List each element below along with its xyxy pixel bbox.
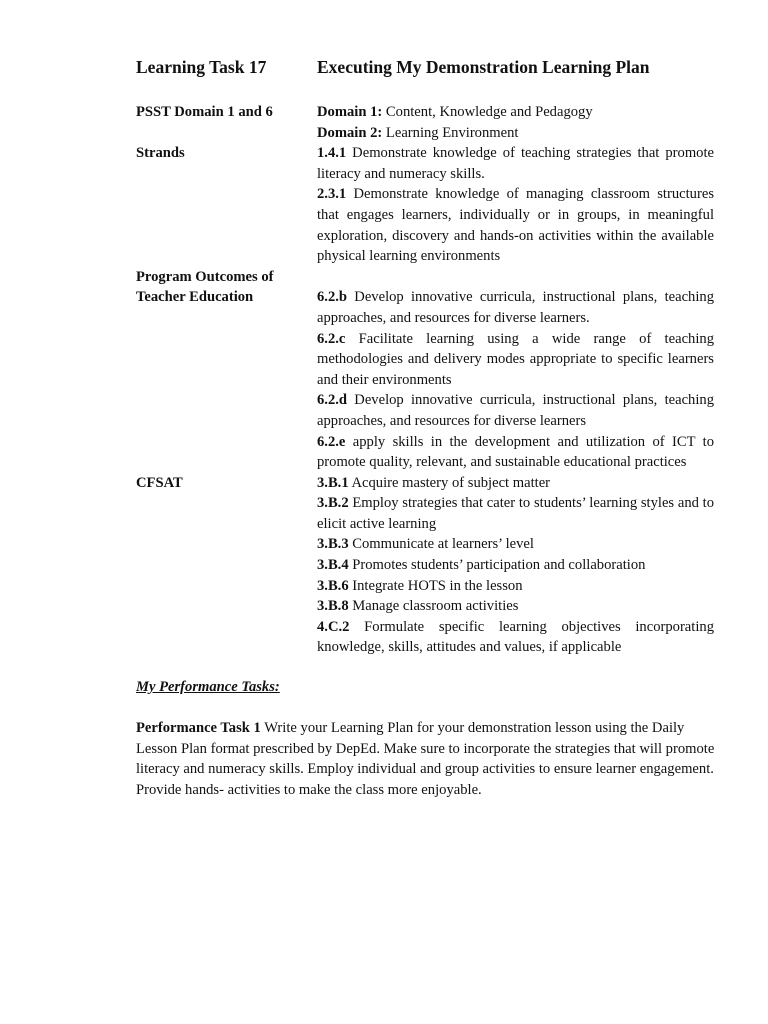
performance-task-1 [136, 718, 716, 800]
psst-domain-2 [317, 123, 714, 144]
psst-content [317, 102, 714, 143]
competency-table [136, 102, 714, 658]
strand-text: Demonstrate knowledge of teaching strategies that promote literacy and numeracy skills. [317, 145, 714, 182]
strands-content [317, 143, 714, 267]
outcome-code: 6.2.c [317, 330, 346, 347]
performance-task-label: Performance Task 1 [136, 720, 261, 736]
cfsat-item [317, 596, 714, 617]
strands-label: Strands [136, 145, 185, 162]
strands-row [136, 143, 714, 267]
cfsat-text: Communicate at learners’ level [348, 536, 534, 553]
cfsat-item [317, 576, 714, 597]
cfsat-item [317, 617, 714, 658]
outcomes-label-line1: Program Outcomes of [136, 268, 274, 285]
outcomes-content [317, 287, 714, 472]
outcome-item [317, 432, 714, 473]
cfsat-code: 3.B.4 [317, 557, 349, 574]
strand-item [317, 184, 714, 266]
strand-text: Demonstrate knowledge of managing classroom structures that engages learners, individually or in groups, in meaningful exploration, discovery and hands-on activities within the available physical learning environments [317, 186, 714, 265]
performance-task-text: Write your Learning Plan for your demonstration lesson using the Daily Lesson Plan format prescribed by DepEd. Make sure to incorporate the strategies that will promote literacy and numeracy skills. Employ individual and group activities to ensure learner engagement. Provide hands- activities to make the class more enjoyable. [136, 720, 715, 798]
strand-code: 1.4.1 [317, 145, 347, 162]
domain-text: Content, Knowledge and Pedagogy [382, 104, 593, 120]
cfsat-code: 3.B.8 [317, 598, 349, 615]
outcome-code: 6.2.d [317, 392, 348, 409]
cfsat-text: Employ strategies that cater to students’ learning styles and to elicit active learning [317, 495, 714, 532]
outcome-text: Develop innovative curricula, instructional plans, teaching approaches, and resources for diverse learners. [317, 289, 714, 326]
outcomes-label-row [136, 267, 714, 288]
outcome-text: Facilitate learning using a wide range of teaching methodologies and delivery modes appropriate to specific learners and their environments [317, 330, 714, 388]
cfsat-text: Formulate specific learning objectives incorporating knowledge, skills, attitudes and values, if applicable [317, 618, 714, 656]
cfsat-item [317, 473, 714, 494]
outcome-code: 6.2.e [317, 433, 346, 450]
cfsat-code: 3.B.3 [317, 536, 349, 553]
cfsat-item [317, 493, 714, 534]
learning-task-number: Learning Task 17 [136, 57, 267, 77]
outcomes-row [136, 287, 714, 472]
cfsat-text: Acquire mastery of subject matter [348, 474, 551, 491]
domain-text: Learning Environment [382, 124, 519, 141]
outcome-item [317, 287, 714, 328]
cfsat-label: CFSAT [136, 474, 183, 491]
outcome-item [317, 390, 714, 431]
strand-code: 2.3.1 [317, 186, 347, 203]
domain-code: Domain 2: [317, 124, 383, 141]
outcome-item [317, 329, 714, 391]
cfsat-item [317, 555, 714, 576]
outcome-text: apply skills in the development and utilization of ICT to promote quality, relevant, and sustainable educational practices [317, 433, 714, 471]
psst-row [136, 102, 714, 143]
cfsat-text: Manage classroom activities [348, 598, 519, 615]
outcome-code: 6.2.b [317, 289, 348, 306]
psst-label: PSST Domain 1 and 6 [136, 104, 273, 120]
cfsat-code: 3.B.6 [317, 577, 349, 594]
cfsat-text: Promotes students’ participation and collaboration [348, 557, 646, 574]
cfsat-row [136, 473, 714, 658]
outcomes-label-line2: Teacher Education [136, 289, 254, 306]
psst-domain-1 [317, 102, 714, 123]
cfsat-item [317, 534, 714, 555]
domain-code: Domain 1: [317, 104, 383, 120]
learning-task-title: Executing My Demonstration Learning Plan [317, 57, 650, 77]
cfsat-code: 4.C.2 [317, 618, 350, 635]
outcome-text: Develop innovative curricula, instructional plans, teaching approaches, and resources for diverse learners [317, 392, 714, 429]
cfsat-code: 3.B.2 [317, 495, 349, 512]
performance-tasks-heading: My Performance Tasks: [136, 679, 280, 695]
strand-item [317, 143, 714, 184]
cfsat-text: Integrate HOTS in the lesson [348, 577, 523, 594]
cfsat-code: 3.B.1 [317, 474, 349, 491]
cfsat-content [317, 473, 714, 658]
